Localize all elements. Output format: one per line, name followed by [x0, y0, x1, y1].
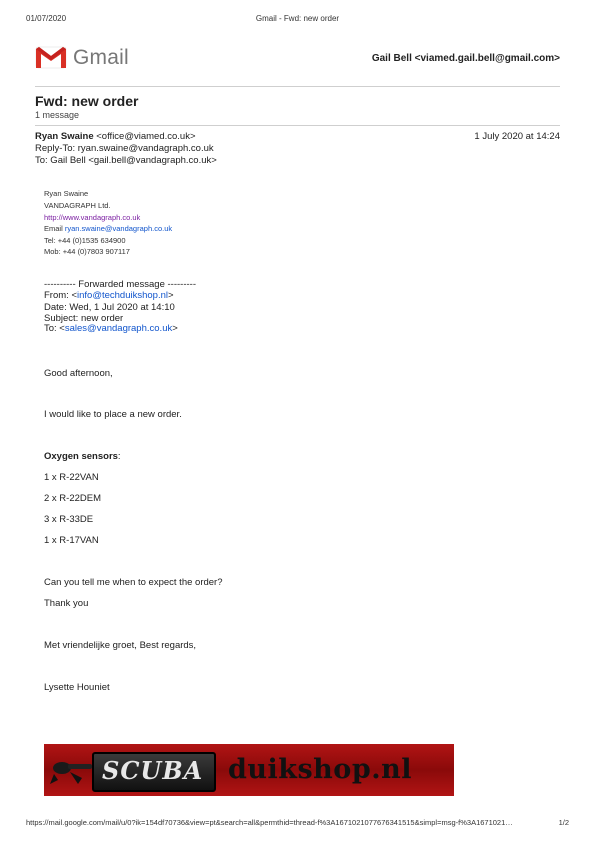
subject-divider — [35, 125, 560, 126]
header-divider — [35, 86, 560, 87]
sender-email: <office@viamed.co.uk> — [96, 131, 196, 142]
forwarded-from-link[interactable]: info@techduikshop.nl — [77, 290, 168, 301]
order-item: 1 x R-17VAN — [44, 535, 99, 546]
to-line: To: Gail Bell <gail.bell@vandagraph.co.uk> — [35, 155, 217, 166]
forwarded-from — [44, 290, 174, 301]
forwarded-to-link[interactable]: sales@vandagraph.co.uk — [64, 323, 173, 334]
section-heading — [44, 451, 121, 462]
forwarded-to-close: > — [172, 323, 178, 334]
signature-website-link[interactable]: http://www.vandagraph.co.uk — [44, 213, 141, 222]
message-count: 1 message — [35, 110, 80, 120]
forwarded-divider: ---------- Forwarded message --------- — [44, 279, 196, 290]
signature-email-line — [44, 224, 172, 233]
body-regards: Met vriendelijke groet, Best regards, — [44, 640, 197, 651]
account-label: Gail Bell <viamed.gail.bell@gmail.com> — [371, 53, 560, 64]
section-title: Oxygen sensors — [44, 451, 118, 462]
signature-name: Ryan Swaine — [44, 189, 89, 198]
forwarded-to-label: To: < — [44, 323, 65, 334]
print-footer-url: https://mail.google.com/mail/u/0?ik=154df70736&view=pt&search=all&permthid=thread-f%3A1671021077676341515&simpl=msg-f%3A1671021… — [26, 818, 513, 827]
print-title: Gmail - Fwd: new order — [255, 14, 340, 23]
body-name: Lysette Houniet — [44, 682, 110, 693]
forwarded-from-label: From: < — [44, 290, 77, 301]
sender-name: Ryan Swaine — [35, 131, 94, 142]
signature-mob: Mob: +44 (0)7803 907117 — [44, 247, 130, 256]
forwarded-to — [44, 323, 178, 334]
forwarded-from-close: > — [167, 290, 174, 301]
gmail-logo-text: Gmail — [73, 46, 129, 69]
body-greeting: Good afternoon, — [44, 368, 113, 379]
section-colon: : — [117, 451, 121, 462]
order-item: 1 x R-22VAN — [44, 472, 99, 483]
banner-scuba-text: SCUBA — [102, 756, 204, 785]
banner-duikshop-text: duikshop.nl — [228, 754, 412, 785]
body-question: Can you tell me when to expect the order? — [44, 577, 223, 588]
signature-company: VANDAGRAPH Ltd. — [44, 201, 111, 210]
gmail-envelope-icon — [35, 45, 67, 69]
thread-subject: Fwd: new order — [35, 93, 139, 109]
forwarded-subject: Subject: new order — [44, 313, 124, 324]
print-date: 01/07/2020 — [26, 14, 67, 23]
body-thanks: Thank you — [44, 598, 89, 609]
signature-tel: Tel: +44 (0)1535 634900 — [44, 236, 126, 245]
order-item: 3 x R-33DE — [44, 514, 94, 525]
message-date: 1 July 2020 at 14:24 — [474, 131, 560, 142]
body-intro: I would like to place a new order. — [44, 409, 182, 420]
signature-email-label: Email — [44, 224, 63, 233]
scuba-duikshop-banner — [44, 744, 454, 796]
forwarded-date: Date: Wed, 1 Jul 2020 at 14:10 — [44, 302, 175, 313]
order-item: 2 x R-22DEM — [44, 493, 102, 504]
sender-line — [35, 131, 196, 142]
diver-icon — [48, 754, 98, 788]
reply-to: Reply-To: ryan.swaine@vandagraph.co.uk — [35, 143, 214, 154]
signature-email-link[interactable]: ryan.swaine@vandagraph.co.uk — [64, 224, 173, 233]
page-number: 1/2 — [558, 818, 569, 827]
